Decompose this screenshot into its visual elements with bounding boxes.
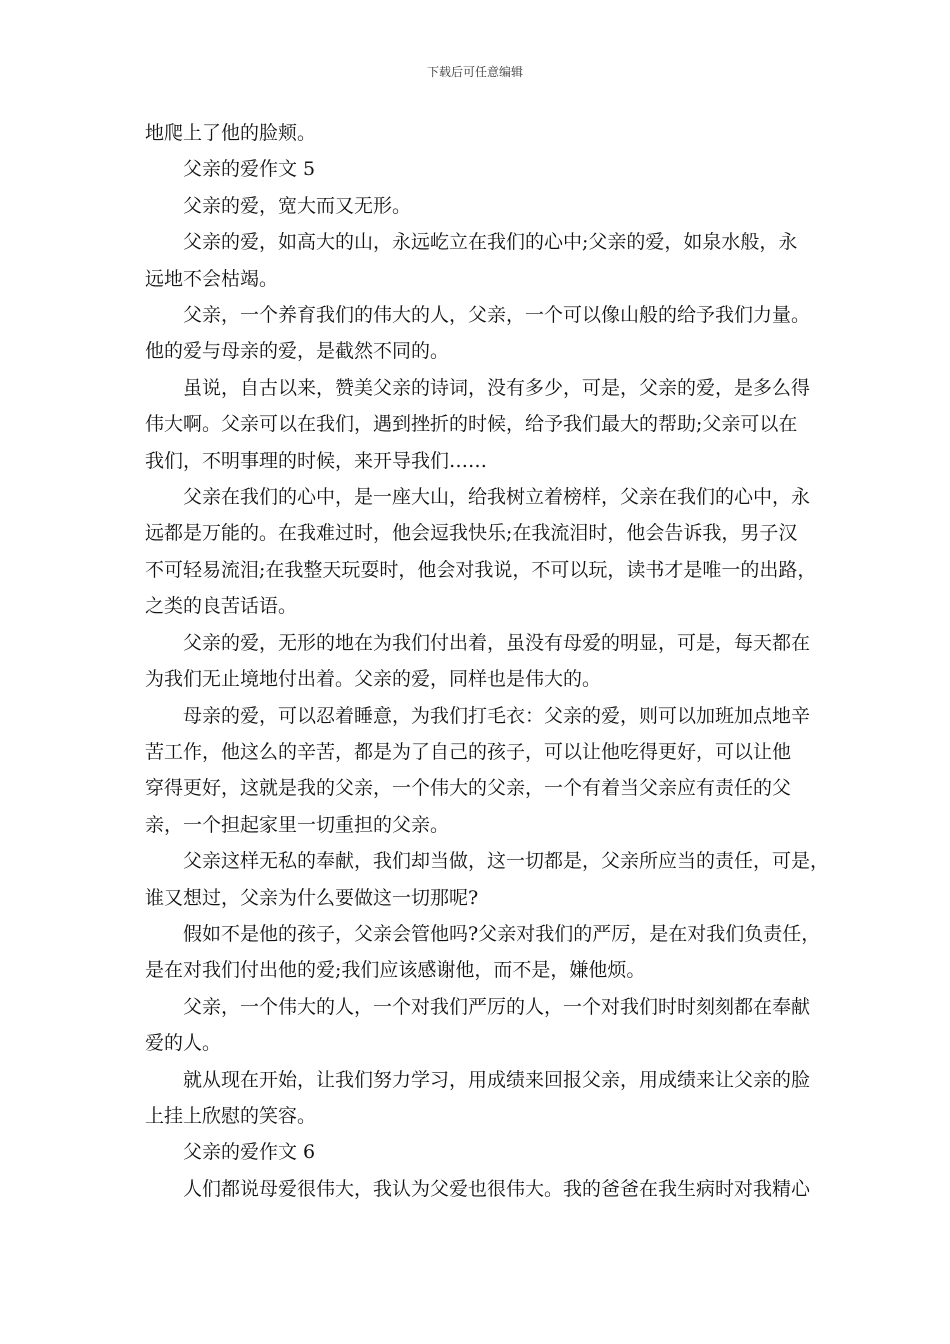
paragraph [145, 1171, 811, 1207]
paragraph [145, 843, 830, 916]
text-line: 不可轻易流泪;在我整天玩耍时，他会对我说，不可以玩，读书才是唯一的出路， [145, 558, 817, 581]
paragraph [145, 1134, 806, 1170]
paragraph [145, 224, 806, 297]
text-line: 虽说，自古以来，赞美父亲的诗词，没有多少，可是，父亲的爱，是多么得 [183, 376, 811, 399]
text-line: 他的爱与母亲的爱，是截然不同的。 [145, 340, 450, 363]
paragraph [145, 188, 806, 224]
text-line: 父亲的爱作文 6 [183, 1141, 316, 1164]
text-line: 苦工作，他这么的辛苦，都是为了自己的孩子，可以让他吃得更好，可以让他 [145, 740, 792, 763]
text-line: 是在对我们付出他的爱;我们应该感谢他，而不是，嫌他烦。 [145, 959, 646, 982]
paragraph [145, 479, 817, 625]
text-line: 之类的良苦话语。 [145, 595, 298, 618]
paragraph [145, 297, 811, 370]
text-line: 远都是万能的。在我难过时，他会逗我快乐;在我流泪时，他会告诉我，男子汉 [145, 522, 798, 545]
text-line: 父亲的爱作文 5 [183, 158, 316, 181]
paragraph [145, 370, 811, 479]
text-line: 亲，一个担起家里一切重担的父亲。 [145, 813, 450, 836]
text-line: 伟大啊。父亲可以在我们，遇到挫折的时候，给予我们最大的帮助;父亲可以在 [145, 413, 798, 436]
paragraph [145, 625, 811, 698]
text-line: 人们都说母爱很伟大，我认为父爱也很伟大。我的爸爸在我生病时对我精心 [183, 1177, 811, 1200]
text-line: 父亲的爱，无形的地在为我们付出着，虽没有母爱的明显，可是，每天都在 [183, 631, 811, 654]
text-line: 远地不会枯竭。 [145, 267, 279, 290]
paragraph [145, 1062, 811, 1135]
paragraph [145, 916, 821, 989]
page-header: 下载后可任意编辑 [426, 65, 523, 79]
text-line: 父亲，一个养育我们的伟大的人，父亲，一个可以像山般的给予我们力量。 [183, 304, 811, 327]
text-line: 母亲的爱，可以忍着睡意，为我们打毛衣：父亲的爱，则可以加班加点地辛 [183, 704, 811, 727]
text-line: 父亲，一个伟大的人，一个对我们严厉的人，一个对我们时时刻刻都在奉献 [183, 995, 811, 1018]
document-body [145, 115, 830, 1207]
text-line: 爱的人。 [145, 1032, 222, 1055]
text-line: 假如不是他的孩子，父亲会管他吗?父亲对我们的严厉，是在对我们负责任， [183, 922, 821, 945]
text-line: 上挂上欣慰的笑容。 [145, 1104, 317, 1127]
text-line: 地爬上了他的脸颊。 [145, 122, 317, 144]
text-line: 谁又想过，父亲为什么要做这一切那呢? [145, 886, 479, 909]
paragraph [145, 115, 806, 151]
paragraph [145, 989, 811, 1062]
paragraph [145, 698, 811, 844]
text-line: 父亲在我们的心中，是一座大山，给我树立着榜样，父亲在我们的心中，永 [183, 486, 811, 509]
text-line: 父亲的爱，宽大而又无形。 [183, 194, 412, 217]
text-line: 就从现在开始，让我们努力学习，用成绩来回报父亲，用成绩来让父亲的脸 [183, 1068, 811, 1091]
paragraph [145, 151, 806, 187]
text-line: 为我们无止境地付出着。父亲的爱，同样也是伟大的。 [145, 668, 602, 691]
text-line: 穿得更好，这就是我的父亲，一个伟大的父亲，一个有着当父亲应有责任的父 [145, 777, 792, 800]
text-line: 父亲的爱，如高大的山，永远屹立在我们的心中;父亲的爱，如泉水般，永 [183, 231, 798, 254]
text-line: 父亲这样无私的奉献，我们却当做，这一切都是，父亲所应当的责任，可是， [183, 850, 830, 873]
text-line: 我们，不明事理的时候，来开导我们…… [145, 449, 488, 472]
